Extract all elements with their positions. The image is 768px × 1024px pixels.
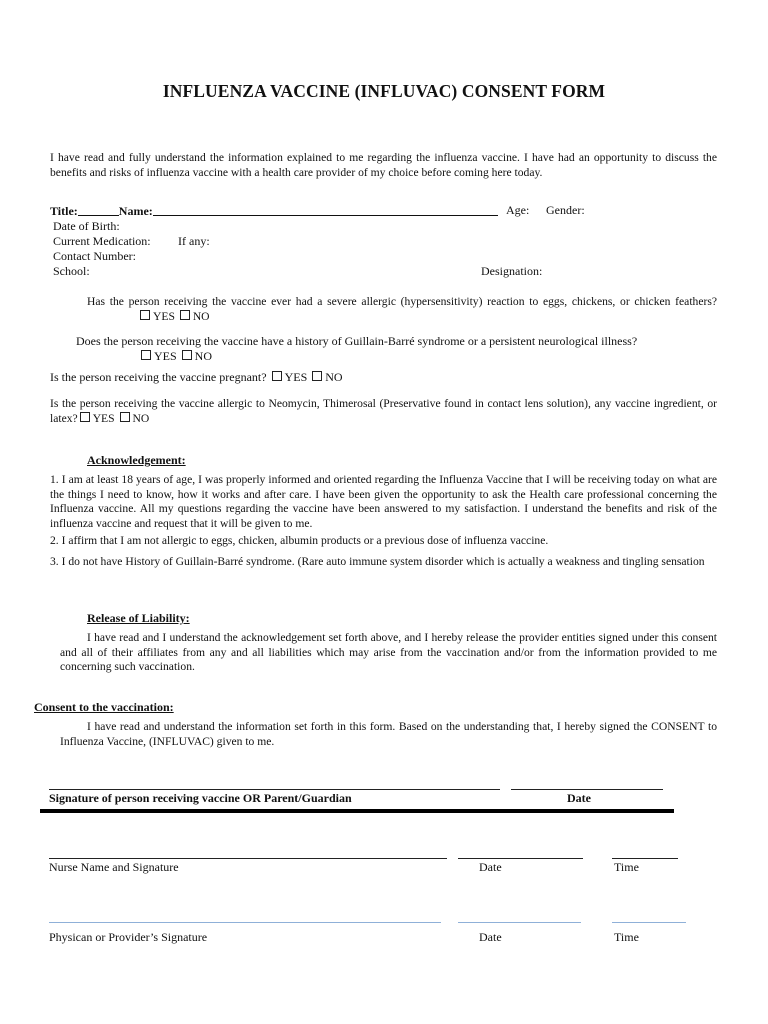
question-vaccine-allergy	[50, 397, 717, 426]
physician-date-line[interactable]	[458, 922, 581, 923]
physician-date-label: Date	[479, 930, 502, 944]
acknowledgement-item-2: 2. I affirm that I am not allergic to eggs, chicken, albumin products or a previous dose of influenza vaccine.	[50, 534, 549, 547]
acknowledgement-item-1: 1. I am at least 18 years of age, I was properly informed and oriented regarding the Influenza Vaccine that I will be receiving today on what are the things I need to know, how it works and after care. I have been given the opportunity to ask the Health care professional concerning the Influenza vaccine. All my questions regarding the vaccine have been answered to my satisfaction. I understand the benefits and risk of the influenza vaccine and request that it will be given to me.	[50, 473, 717, 530]
yes-checkbox[interactable]	[272, 371, 282, 381]
gender-label: Gender:	[546, 203, 585, 217]
medication-label: Current Medication:	[53, 234, 151, 248]
release-heading: Release of Liability:	[87, 611, 190, 625]
yes-checkbox[interactable]	[141, 350, 151, 360]
physician-time-line[interactable]	[612, 922, 686, 923]
no-label: NO	[132, 411, 150, 425]
no-checkbox[interactable]	[180, 310, 190, 320]
no-label: NO	[194, 349, 213, 363]
nurse-time-label: Time	[614, 860, 639, 874]
form-title: INFLUENZA VACCINE (INFLUVAC) CONSENT FORM	[162, 81, 606, 101]
physician-signature-label: Physican or Provider’s Signature	[49, 930, 208, 944]
question-pregnant	[50, 370, 343, 385]
age-label: Age:	[506, 203, 530, 217]
question-guillain-barre: Does the person receiving the vaccine have a history of Guillain-Barré syndrome or a persistent neurological illness?	[76, 334, 638, 348]
consent-heading: Consent to the vaccination:	[34, 700, 174, 714]
no-label: NO	[325, 370, 343, 384]
section-divider	[40, 809, 674, 813]
no-label: NO	[192, 309, 210, 323]
recipient-signature-label: Signature of person receiving vaccine OR Parent/Guardian	[49, 791, 352, 805]
recipient-date-label: Date	[567, 791, 591, 805]
designation-label: Designation:	[481, 264, 543, 278]
question-egg-allergy	[60, 295, 717, 324]
title-name-row	[50, 203, 498, 219]
no-checkbox[interactable]	[120, 412, 130, 422]
nurse-date-label: Date	[479, 860, 502, 874]
physician-time-label: Time	[614, 930, 639, 944]
nurse-time-line[interactable]	[612, 858, 678, 859]
nurse-signature-line[interactable]	[49, 858, 447, 859]
nurse-date-line[interactable]	[458, 858, 583, 859]
yes-label: YES	[153, 309, 175, 323]
yes-label: YES	[92, 411, 115, 425]
name-field[interactable]	[153, 203, 498, 216]
yes-checkbox[interactable]	[80, 412, 90, 422]
recipient-signature-line[interactable]	[49, 789, 500, 790]
no-checkbox[interactable]	[182, 350, 192, 360]
name-label: Name:	[118, 204, 153, 218]
no-checkbox[interactable]	[312, 371, 322, 381]
consent-paragraph: I have read and understand the information set forth in this form. Based on the understanding that, I hereby signed the CONSENT to Influenza Vaccine, (INFLUVAC) given to me.	[60, 720, 717, 748]
title-label: Title:	[50, 204, 78, 218]
intro-paragraph: I have read and fully understand the information explained to me regarding the influenza vaccine. I have had an opportunity to discuss the benefits and risks of influenza vaccine with a health care provider of my choice before coming here today.	[50, 151, 717, 179]
release-paragraph: I have read and I understand the acknowledgement set forth above, and I hereby release the provider entities signed under this consent and all of their affiliates from any and all liabilities which may arise from the vaccination and/or from the information provided to me concerning such vaccination.	[60, 631, 717, 673]
school-label: School:	[53, 264, 90, 278]
question-vaccine-allergy-text: Is the person receiving the vaccine allergic to Neomycin, Thimerosal (Preservative found in contact lens solution), any vaccine ingredient, or latex?	[50, 397, 717, 425]
acknowledgement-item-3: 3. I do not have History of Guillain-Barré syndrome. (Rare auto immune system disorder which is actually a weakness and tingling sensation	[50, 555, 705, 568]
question-egg-allergy-text: Has the person receiving the vaccine ever had a severe allergic (hypersensitivity) reaction to eggs, chickens, or chicken feathers?	[87, 295, 717, 308]
nurse-signature-label: Nurse Name and Signature	[49, 860, 179, 874]
dob-label: Date of Birth:	[53, 219, 120, 233]
acknowledgement-heading: Acknowledgement:	[87, 453, 186, 467]
recipient-date-line[interactable]	[511, 789, 663, 790]
title-field[interactable]	[78, 203, 119, 216]
if-any-label: If any:	[178, 234, 210, 248]
question-guillain-barre-options	[139, 349, 212, 364]
yes-label: YES	[154, 349, 177, 363]
question-pregnant-text: Is the person receiving the vaccine pregnant?	[50, 370, 267, 384]
contact-label: Contact Number:	[53, 249, 136, 263]
physician-signature-line[interactable]	[49, 922, 441, 923]
yes-checkbox[interactable]	[140, 310, 150, 320]
yes-label: YES	[284, 370, 308, 384]
